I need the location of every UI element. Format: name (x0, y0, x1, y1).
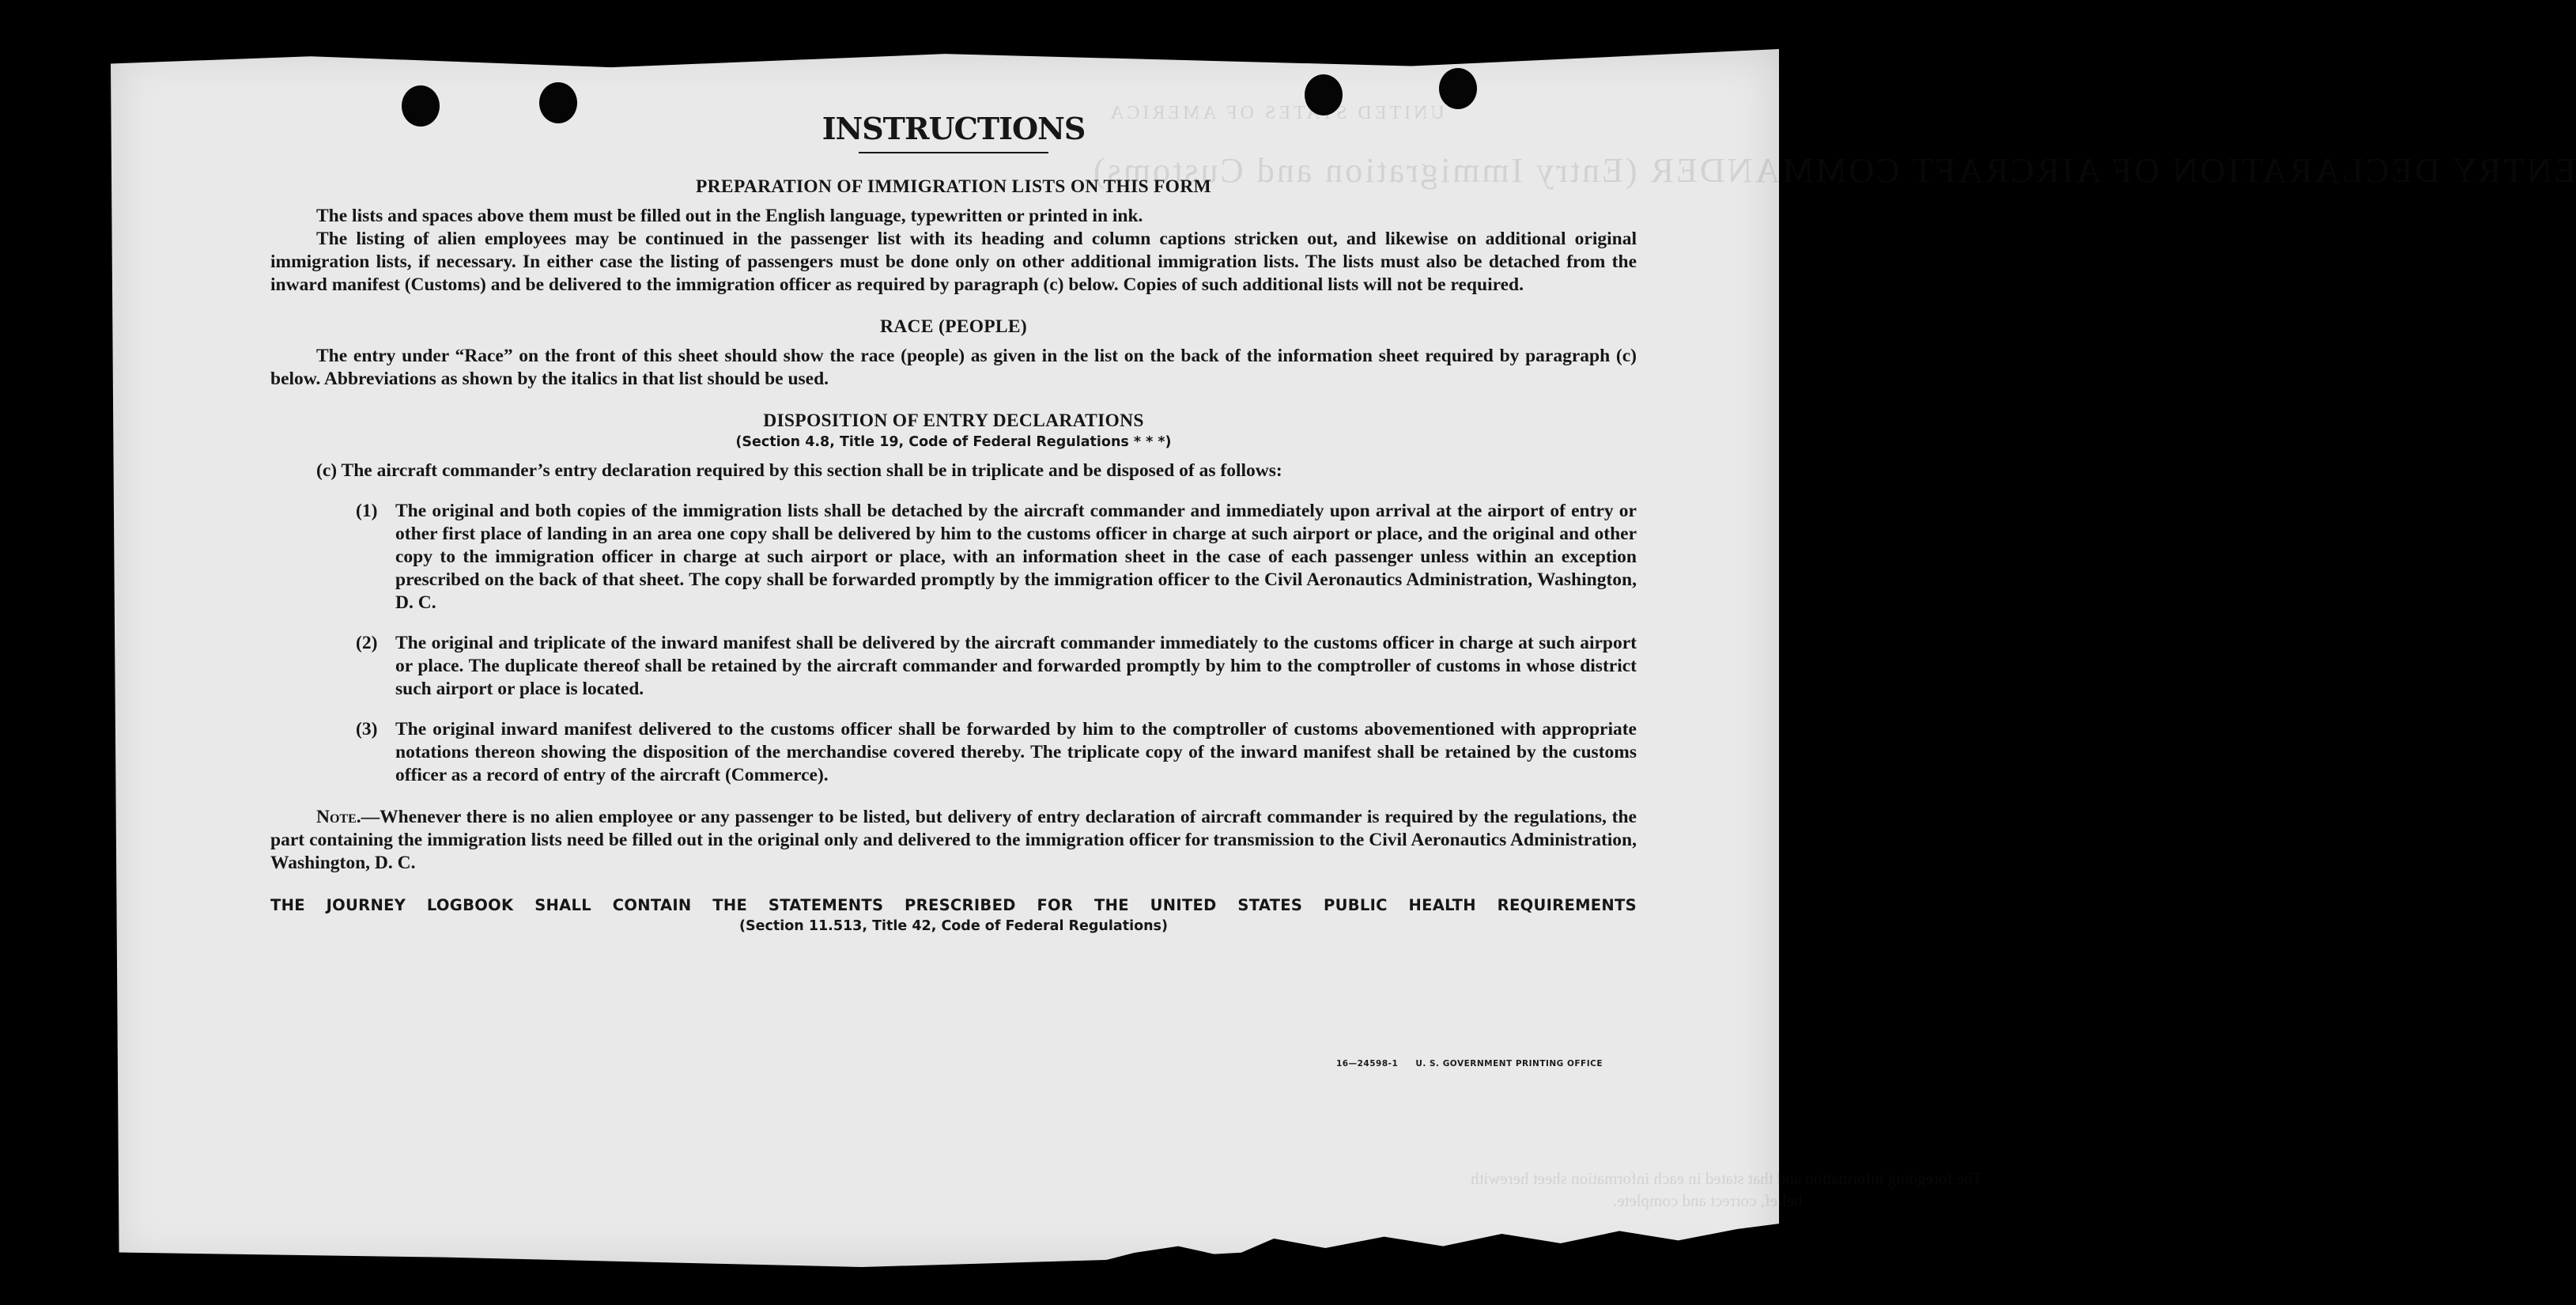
show-through-title: ENTRY DECLARATION OF AIRCRAFT COMMANDER (Entry Immigration and Customs) (1091, 151, 2576, 190)
item-text: The original and triplicate of the inward manifest shall be delivered by the aircraft commander immediately to the customs officer in charge at such airport or place. The duplicate thereof shall be retained by the aircraft commander and forwarded promptly by him to the comptroller of customs in whose district such airport or place is located. (395, 633, 1637, 699)
note-paragraph (270, 806, 1637, 875)
page-title: INSTRUCTIONS (822, 111, 1086, 146)
note-label: Note. (316, 807, 361, 827)
form-number: 16—24598-1 (1336, 1059, 1399, 1069)
health-requirements-reference: (Section 11.513, Title 42, Code of Federal Regulations) (739, 917, 1168, 934)
health-requirements-statement: THE JOURNEY LOGBOOK SHALL CONTAIN THE STATEMENTS PRESCRIBED FOR THE UNITED STATES PUBLIC HEALTH REQUIREMENTS (270, 895, 1637, 914)
item-number: (3) (356, 719, 378, 740)
item-text: The original and both copies of the immigration lists shall be detached by the aircraft commander and immediately upon arrival at the airport of entry or other first place of landing in an area one copy shall be delivered by him to the customs officer in charge at such airport or place, and the original and other copy to the immigration officer in charge at such airport or place, with an information sheet in the case of each passenger unless within an exception prescribed on the back of that sheet. The copy shall be forwarded promptly by the immigration officer to the Civil Aeronautics Administration, Washington, D. C. (395, 501, 1637, 613)
item-number: (2) (356, 633, 378, 653)
preparation-paragraph-2: The listing of alien employees may be continued in the passenger list with its heading and column captions stricken out, and likewise on additional original immigration lists, if necessary. In either case the listing of passengers must be done only on other additional immigration lists. The lists must also be detached from the inward manifest (Customs) and be delivered to the immigration officer as required by paragraph (c) below. Copies of such additional lists will not be required. (270, 229, 1637, 295)
printing-office: U. S. GOVERNMENT PRINTING OFFICE (1415, 1059, 1603, 1069)
disposition-item-3 (270, 718, 1637, 787)
race-heading: RACE (PEOPLE) (879, 316, 1028, 337)
disposition-heading: DISPOSITION OF ENTRY DECLARATIONS (763, 410, 1144, 431)
punch-hole (1305, 74, 1343, 115)
printer-imprint (1336, 1059, 1620, 1069)
punch-hole (1439, 68, 1477, 109)
title-underline (859, 152, 1048, 153)
disposition-reference: (Section 4.8, Title 19, Code of Federal Regulations * * *) (735, 434, 1172, 450)
paragraph-c: (c) The aircraft commander’s entry declaration required by this section shall be in triplicate and be disposed of as follows: (316, 460, 1282, 481)
preparation-heading: PREPARATION OF IMMIGRATION LISTS ON THIS FORM (696, 176, 1211, 197)
item-text: The original inward manifest delivered to the customs officer shall be forwarded by him to the comptroller of customs abovementioned with appropriate notations thereon showing the disposition of the merchandise covered thereby. The triplicate copy of the inward manifest shall be retained by the customs officer as a record of entry of the aircraft (Commerce). (395, 719, 1637, 785)
note-text: —Whenever there is no alien employee or any passenger to be listed, but delivery of entry declaration of aircraft commander is required by the regulations, the part containing the immigration lists need be filled out in the original only and delivered to the immigration officer for transmission to the Civil Aeronautics Administration, Washington, D. C. (270, 807, 1637, 873)
show-through-statement: The foregoing information (1805, 1169, 1983, 1188)
instructions-document (270, 111, 1637, 936)
preparation-paragraph-1: The lists and spaces above them must be filled out in the English language, typewritten or printed in ink. (316, 206, 1143, 226)
race-paragraph: The entry under “Race” on the front of this sheet should show the race (people) as given in the list on the back of the information sheet required by paragraph (c) below. Abbreviations as shown by the italics in that list should be used. (270, 346, 1637, 389)
item-number: (1) (356, 501, 378, 521)
disposition-item-1 (270, 500, 1637, 615)
disposition-item-2 (270, 632, 1637, 701)
